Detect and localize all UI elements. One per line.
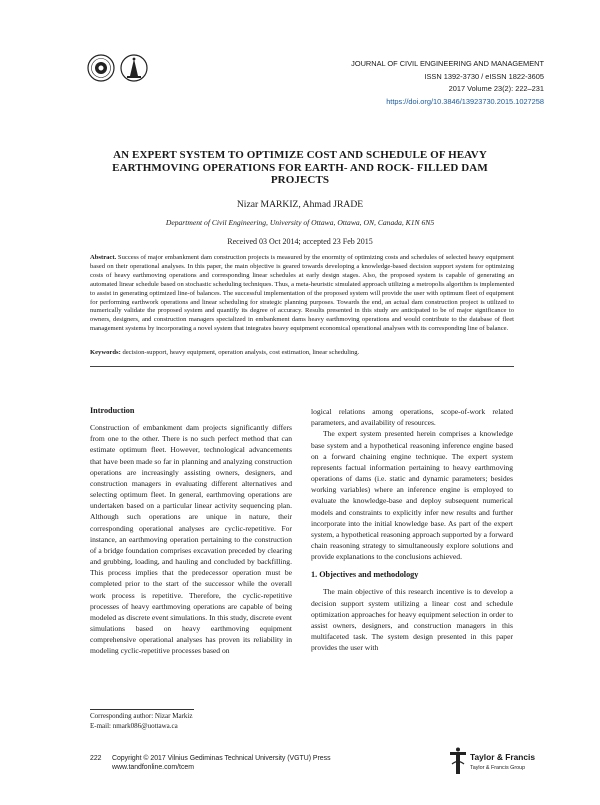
publisher-name: Taylor & Francis — [470, 752, 536, 762]
journal-name: JOURNAL OF CIVIL ENGINEERING AND MANAGEMENT — [351, 59, 544, 68]
journal-url[interactable]: www.tandfonline.com/tcem — [112, 764, 194, 771]
introduction-heading: Introduction — [90, 406, 135, 415]
objectives-paragraph: The main objective of this research incentive is to develop a decision support system utilizing a linear cost and schedule optimization approaches for heavy equipment selection in order to assist owners, designers, and construction managers in this multifaceted task. The system design presented in this paper provides the user with — [311, 587, 513, 653]
received-dates: Received 03 Oct 2014; accepted 23 Feb 2015 — [227, 237, 373, 246]
journal-issn: ISSN 1392-3730 / eISSN 1822-3605 — [424, 71, 544, 81]
paper-title: AN EXPERT SYSTEM TO OPTIMIZE COST AND SCHEDULE OF HEAVY EARTHMOVING OPERATIONS FOR EARTH- AND ROCK- FILLED DAM PROJECTS — [112, 149, 488, 187]
abstract — [90, 254, 514, 334]
corresponding-author: Corresponding author: Nizar Markiz — [90, 712, 193, 720]
university-seal-icon — [88, 55, 114, 81]
footnote — [90, 712, 192, 731]
keywords — [90, 349, 514, 358]
paper-affiliation: Department of Civil Engineering, University of Ottawa, Ottawa, ON, Canada, K1N 6N5 — [165, 218, 435, 227]
publisher-group: Taylor & Francis Group — [470, 765, 526, 771]
keywords-label: Keywords: — [90, 349, 121, 356]
continued-paragraph: logical relations among operations, scope-of-work related parameters, and availability of resources. — [311, 407, 513, 428]
introduction-paragraph: Construction of embankment dam projects significantly differs from one to the other. There is no such perfect method that can estimate optimum fleet. However, technological advancements that have been made so far in planning and analyzing construction operations are increasingly assisting owners, designers, and construction managers in evaluating different alternatives and selecting optimum fleet. In general, earthmoving operations are undertaken based on a particular linear activity sequencing plan. Although such operations are unique in nature, their corresponding operational analyses are cyclic-repetitive. For instance, an earthmoving operation pertaining to the construction of a bridge foundation comprises excavation preceded by clearing and grubbing, loading, and hauling and concluded by backfilling. This process implies that the predecessor operation must be completed prior to the start of the successor while the overall work process is repetitive. Therefore, the cyclic-repetitive processes of heavy earthmoving operations are capable of being modeled as discrete event simulations. In this study, discrete event simulations based on heavy earthmoving equipment comprehensive operational analyses has proven its reliability in modeling cyclic-repetitive processes based on — [90, 423, 292, 656]
footnote-rule — [90, 709, 194, 710]
vgtu-university-logos — [86, 52, 152, 84]
keywords-text: decision-support, heavy equipment, operation analysis, cost estimation, linear scheduling. — [122, 349, 360, 356]
copyright-notice: Copyright © 2017 Vilnius Gediminas Technical University (VGTU) Press — [112, 755, 331, 762]
abstract-text: Success of major embankment dam construction projects is measured by the enormity of optimizing costs and schedules of selected heavy equipment based on their operational analyses. In this paper, the main objective is geared towards developing a knowledge-based decision support system for optimizing costs of heavy earthmoving operations and corresponding linear schedules at early design stages. Also, the proposed system is capable of generating an automated linear schedule based on stochastic scheduling techniques. Thus, a meta-heuristic simulated approach utilizing a metropolis algorithm is implemented to assist in generating optimized line-of balances. The successful implementation of the proposed system will provide the user with optimum fleet of equipment for performing earthwork operations and linear scheduling for strategic planning purposes. Towards the end, an actual dam construction project is utilized to numerically validate the proposed system and quantify its degree of accuracy. Results presented in this study are anticipated to be of major significance to owners, designers, and construction managers specialized in embankment dams heavy earthmoving operations and would contribute to the database of fleet management systems by incorporating a novel system that integrates heavy equipment economical operational analyses with its corresponding line of balance. — [90, 254, 514, 333]
section-divider — [90, 366, 514, 367]
press-emblem-icon — [121, 55, 147, 81]
expert-system-paragraph: The expert system presented herein comprises a knowledge base system and a hypothetical reasoning inference engine based on a forward chaining engine technique. The expert system represents factual information pertaining to heavy earthmoving operations of dams (i.e. static and dynamic parameters; besides working variables) where an inference engine is employed to evaluate the knowledge-base and deploy subsequent numerical models and constraints to explicitly infer new results and further incorporate into the initial knowledge base. As part of the expert system, a hypothetical reasoning approach supported by a forward chain reasoning strategy to simultaneously explore solutions and provide explanations to the conclusions achieved. — [311, 429, 513, 562]
author-email[interactable]: E-mail: nmark086@uottawa.ca — [90, 721, 178, 730]
left-column — [90, 405, 292, 657]
abstract-label: Abstract. — [90, 254, 117, 261]
journal-header — [351, 58, 544, 108]
paper-authors: Nizar MARKIZ, Ahmad JRADE — [236, 199, 364, 210]
journal-volume: 2017 Volume 23(2): 222–231 — [448, 84, 544, 93]
footer-text — [112, 754, 331, 772]
page-number: 222 — [90, 755, 102, 762]
doi-link[interactable]: https://doi.org/10.3846/13923730.2015.1027258 — [386, 96, 544, 106]
objectives-heading: 1. Objectives and methodology — [311, 570, 419, 580]
taylor-francis-logo-icon — [448, 746, 528, 778]
right-column — [311, 406, 513, 653]
